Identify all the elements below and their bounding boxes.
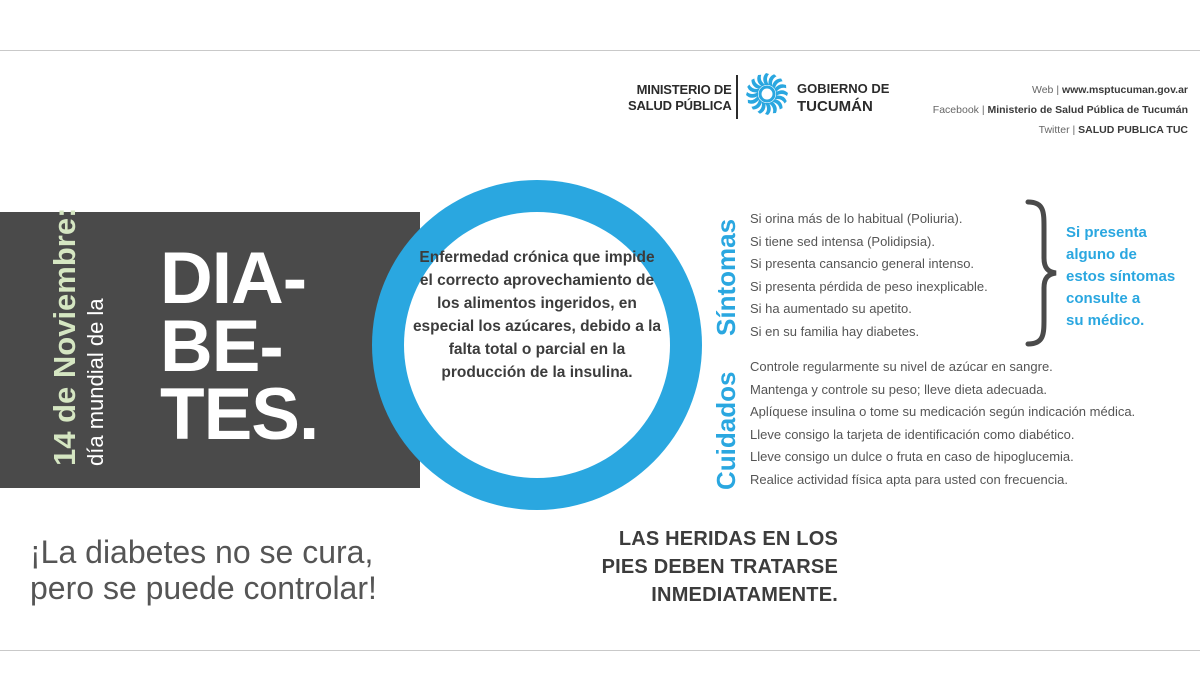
list-item: Si presenta pérdida de peso inexplicable. (750, 278, 988, 294)
definition-text: Enfermedad crónica que impide el correcto aprovechamiento de los alimentos ingeridos, en especial los azúcares, debido a la falta total o parcial en la producción de la insulina. (412, 249, 662, 381)
web-link[interactable]: www.msptucuman.gov.ar (1061, 84, 1188, 96)
wounds-line-3: INMEDIATAMENTE. (651, 584, 838, 606)
twitter-link[interactable]: SALUD PUBLICA TUC (1078, 124, 1188, 136)
ministry-logo-text (628, 82, 732, 114)
list-item: Si en su familia hay diabetes. (750, 323, 920, 339)
government-line-2: TUCUMÁN (797, 98, 873, 115)
note-line: consulte a (1066, 290, 1141, 307)
curly-brace-icon (1022, 198, 1060, 348)
list-item: Lleve consigo la tarjeta de identificación como diabético. (750, 426, 1075, 442)
note-line: alguno de (1066, 246, 1137, 263)
list-item: Si presenta cansancio general intenso. (750, 256, 975, 271)
ministry-line-1: MINISTERIO DE (636, 82, 732, 97)
sun-emblem-icon (744, 71, 790, 117)
list-item: Aplíquese insulina o tome su medicación según indicación médica. (750, 404, 1136, 419)
slogan-line-2: pero se puede controlar! (30, 570, 377, 606)
logo-separator (736, 75, 738, 119)
consult-note (1066, 222, 1175, 332)
care-list (750, 356, 1135, 491)
wounds-warning (560, 525, 838, 609)
contact-info (933, 80, 1188, 140)
list-item: Si tiene sed intensa (Polidipsia). (750, 233, 935, 249)
wounds-line-2: PIES DEBEN TRATARSE (601, 556, 838, 578)
top-divider (0, 50, 1200, 51)
list-item: Realice actividad física apta para usted con frecuencia. (750, 471, 1068, 487)
facebook-link[interactable]: Ministerio de Salud Pública de Tucumán (987, 104, 1188, 116)
contact-facebook: Facebook | Ministerio de Salud Pública de Tucumán (932, 104, 1188, 116)
title-line-3: TES. (160, 374, 319, 455)
contact-twitter: Twitter | SALUD PUBLICA TUC (1038, 124, 1188, 136)
diabetes-title (160, 238, 319, 455)
title-line-1: DIA- (160, 238, 307, 319)
note-line: estos síntomas (1066, 268, 1176, 285)
contact-web: Web | www.msptucuman.gov.ar (1032, 84, 1188, 96)
date-heading: 14 de Noviembre: (47, 207, 82, 466)
date-subtitle: día mundial de la (83, 298, 108, 466)
symptoms-label: Síntomas (711, 218, 741, 336)
wounds-line-1: LAS HERIDAS EN LOS (618, 528, 838, 550)
list-item: Controle regularmente su nivel de azúcar en sangre. (750, 359, 1053, 374)
slogan (30, 534, 377, 606)
government-logo-text (797, 80, 889, 116)
date-block (48, 208, 110, 466)
government-line-1: GOBIERNO DE (797, 81, 890, 96)
care-label: Cuidados (711, 371, 741, 490)
list-item: Si orina más de lo habitual (Poliuria). (750, 211, 963, 226)
bottom-divider (0, 650, 1200, 651)
note-line: su médico. (1066, 312, 1145, 329)
list-item: Lleve consigo un dulce o fruta en caso de hipoglucemia. (750, 449, 1074, 464)
slogan-line-1: ¡La diabetes no se cura, (30, 534, 374, 570)
list-item: Si ha aumentado su apetito. (750, 301, 912, 316)
ministry-line-2: SALUD PÚBLICA (628, 98, 732, 113)
list-item: Mantenga y controle su peso; lleve dieta adecuada. (750, 381, 1048, 397)
symptoms-list (750, 208, 988, 343)
note-line: Si presenta (1066, 224, 1147, 241)
title-line-2: BE- (160, 306, 283, 387)
